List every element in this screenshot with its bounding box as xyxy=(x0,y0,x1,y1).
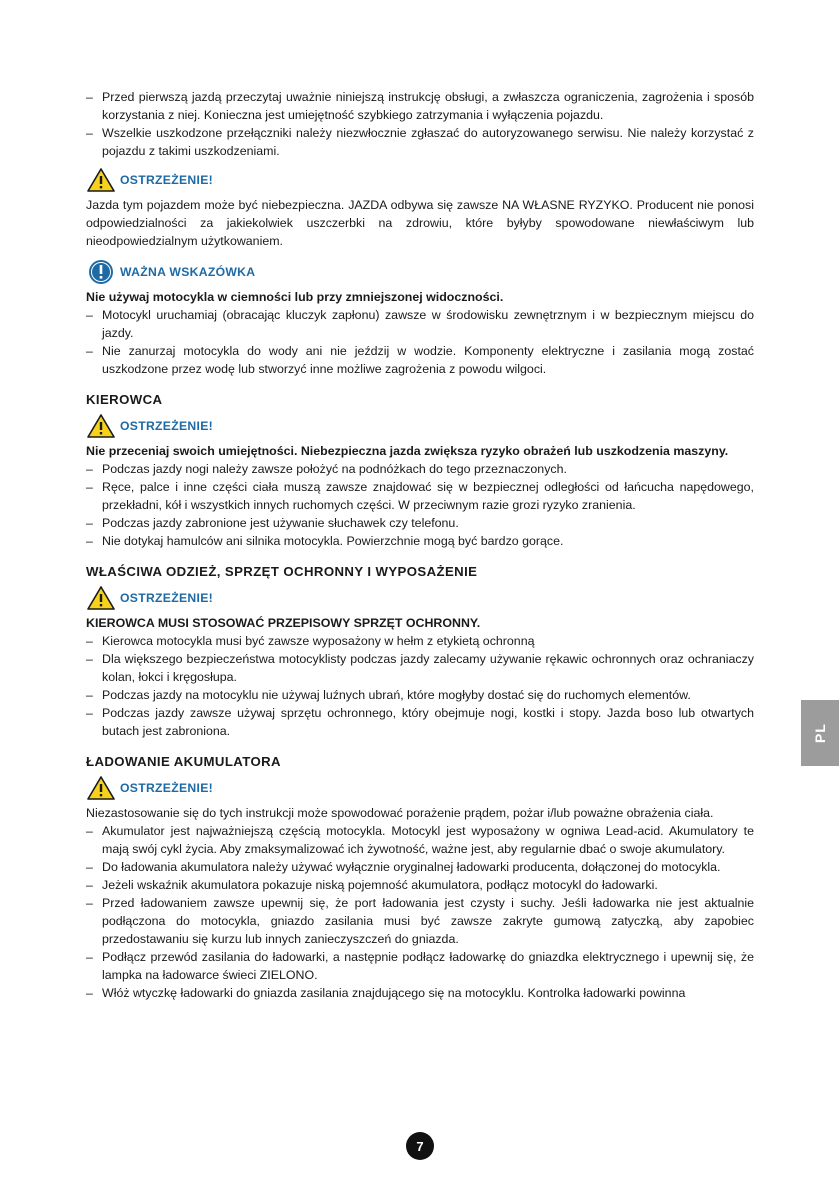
page-content xyxy=(86,88,754,1002)
warning-callout xyxy=(86,585,754,611)
list-item: – Podczas jazdy zabronione jest używanie słuchawek czy telefonu. xyxy=(86,514,754,532)
language-tab-label: PL xyxy=(811,723,828,743)
list-item: – Nie dotykaj hamulców ani silnika motocykla. Powierzchnie mogą być bardzo gorące. xyxy=(86,532,754,550)
list-item: – Jeżeli wskaźnik akumulatora pokazuje niską pojemność akumulatora, podłącz motocykl do ładowarki. xyxy=(86,876,754,894)
list-item: – Do ładowania akumulatora należy używać wyłącznie oryginalnej ładowarki producenta, dołączonej do motocykla. xyxy=(86,858,754,876)
warning-triangle-icon xyxy=(86,775,116,801)
info-exclamation-icon xyxy=(86,259,116,285)
warning-label: OSTRZEŻENIE! xyxy=(120,781,213,795)
warning-label: OSTRZEŻENIE! xyxy=(120,173,213,187)
section-heading-battery: ŁADOWANIE AKUMULATORA xyxy=(86,754,281,769)
section-heading-driver: KIEROWCA xyxy=(86,392,163,407)
warning-label: OSTRZEŻENIE! xyxy=(120,591,213,605)
note-label: WAŻNA WSKAZÓWKA xyxy=(120,265,256,279)
list-item: – Motocykl uruchamiaj (obracając kluczyk zapłonu) zawsze w środowisku zewnętrznym i w bezpiecznym miejscu do jazdy. xyxy=(86,306,754,342)
warning-triangle-icon xyxy=(86,167,116,193)
list-item: – Wszelkie uszkodzone przełączniki należy niezwłocznie zgłaszać do autoryzowanego serwisu. Nie należy korzystać z pojazdu z takimi uszkodzeniami. xyxy=(86,124,754,160)
warning-triangle-icon xyxy=(86,413,116,439)
list-item: – Podłącz przewód zasilania do ładowarki, a następnie podłącz ładowarkę do gniazdka elektrycznego i upewnij się, że lampka na ładowarce świeci ZIELONO. xyxy=(86,948,754,984)
warning-callout xyxy=(86,167,754,193)
warning-label: OSTRZEŻENIE! xyxy=(120,419,213,433)
section-heading-clothing: WŁAŚCIWA ODZIEŻ, SPRZĘT OCHRONNY I WYPOSAŻENIE xyxy=(86,564,478,579)
driver-bold: Nie przeceniaj swoich umiejętności. Niebezpieczna jazda zwiększa ryzyko obrażeń lub uszkodzenia maszyny. xyxy=(86,444,729,458)
note-bold: Nie używaj motocykla w ciemności lub przy zmniejszonej widoczności. xyxy=(86,290,504,304)
page-number: 7 xyxy=(406,1132,434,1160)
list-item: – Dla większego bezpieczeństwa motocyklisty podczas jazdy zalecamy używanie rękawic ochronnych oraz ochraniaczy kolan, łokci i kręgosłupa. xyxy=(86,650,754,686)
note-callout xyxy=(86,259,754,285)
warning-callout xyxy=(86,775,754,801)
warning-triangle-icon xyxy=(86,585,116,611)
list-item: – Nie zanurzaj motocykla do wody ani nie jeździj w wodzie. Komponenty elektryczne i zasilania mogą zostać uszkodzone przez wodę lub stworzyć inne możliwe zagrożenia z powodu wilgoci. xyxy=(86,342,754,378)
warning-callout xyxy=(86,413,754,439)
list-item: – Przed pierwszą jazdą przeczytaj uważnie niniejszą instrukcję obsługi, a zwłaszcza ograniczenia, zagrożenia i sposób korzystania z niej. Konieczna jest umiejętność szybkiego zatrzymania i wyłączenia pojazdu. xyxy=(86,88,754,124)
list-item: – Podczas jazdy zawsze używaj sprzętu ochronnego, który obejmuje nogi, kostki i stopy. Jazda boso lub otwartych butach jest zabroniona. xyxy=(86,704,754,740)
list-item: – Podczas jazdy nogi należy zawsze położyć na podnóżkach do tego przeznaczonych. xyxy=(86,460,754,478)
battery-text: Niezastosowanie się do tych instrukcji może spowodować porażenie prądem, pożar i/lub poważne obrażenia ciała. xyxy=(86,806,714,820)
list-item: – Akumulator jest najważniejszą częścią motocykla. Motocykl jest wyposażony w ogniwa Lead-acid. Akumulatory te mają swój cykl życia. Aby zmaksymalizować ich żywotność, ważne jest, aby regularnie dbać o swoje akumulatory. xyxy=(86,822,754,858)
list-item: – Ręce, palce i inne części ciała muszą zawsze znajdować się w bezpiecznej odległości od łańcucha napędowego, przekładni, kół i wszystkich innych ruchomych części. W przeciwnym razie grozi ryzyko zranienia. xyxy=(86,478,754,514)
list-item: – Podczas jazdy na motocyklu nie używaj luźnych ubrań, które mogłyby dostać się do ruchomych elementów. xyxy=(86,686,754,704)
warning-text: Jazda tym pojazdem może być niebezpieczna. JAZDA odbywa się zawsze NA WŁASNE RYZYKO. Producent nie ponosi odpowiedzialności za jakiekolwiek uszczerbki na zdrowiu, które byłyby spowodowane niewłaściwym lub nieodpowiedzialnym użytkowaniem. xyxy=(86,198,754,248)
list-item: – Włóż wtyczkę ładowarki do gniazda zasilania znajdującego się na motocyklu. Kontrolka ładowarki powinna xyxy=(86,984,754,1002)
intro-list xyxy=(86,88,754,160)
list-item: – Przed ładowaniem zawsze upewnij się, że port ładowania jest czysty i suchy. Jeśli ładowarka nie jest aktualnie podłączona do motocykla, gniazdo zasilania musi być zawsze zakryte gumową zatyczką, aby zapobiec przedostawaniu się kurzu lub innych zanieczyszczeń do gniazda. xyxy=(86,894,754,948)
clothing-bold: KIEROWCA MUSI STOSOWAĆ PRZEPISOWY SPRZĘT OCHRONNY. xyxy=(86,616,481,630)
language-tab xyxy=(801,700,839,766)
list-item: – Kierowca motocykla musi być zawsze wyposażony w hełm z etykietą ochronną xyxy=(86,632,754,650)
